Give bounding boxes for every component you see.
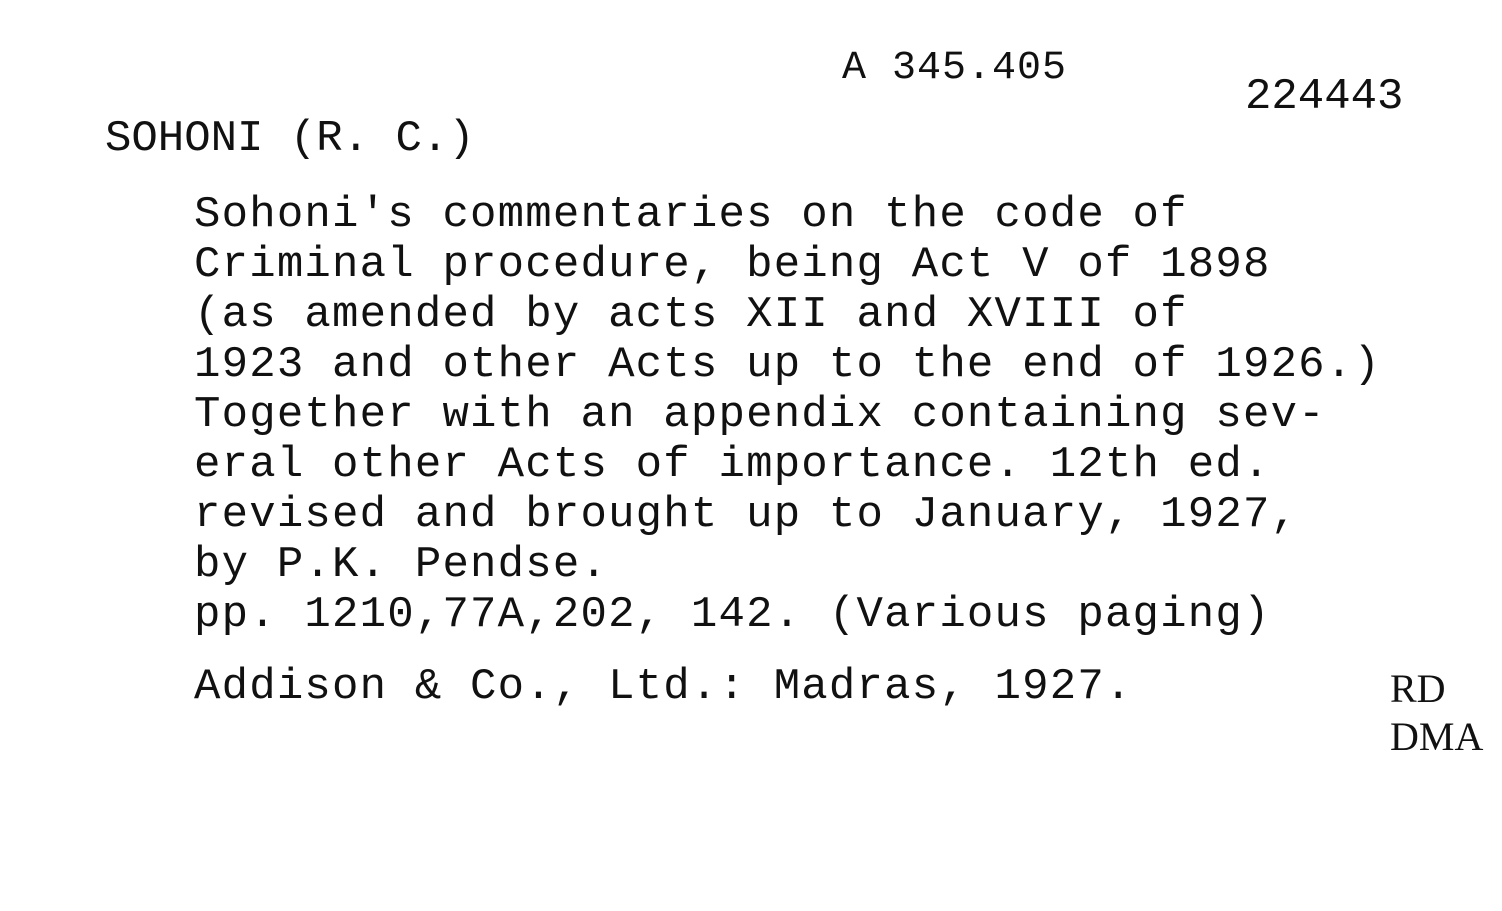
imprint: Addison & Co., Ltd.: Madras, 1927.	[194, 662, 1133, 712]
location-code: DMA	[1390, 714, 1484, 759]
title-line: by P.K. Pendse.	[194, 540, 609, 590]
location-codes	[1390, 665, 1483, 761]
call-number: A 345.405	[842, 46, 1068, 91]
title-line: eral other Acts of importance. 12th ed.	[194, 440, 1271, 490]
title-line: Criminal procedure, being Act V of 1898	[194, 240, 1271, 290]
title-line: revised and brought up to January, 1927,	[194, 490, 1299, 540]
author-heading: SOHONI (R. C.)	[105, 114, 475, 164]
title-line: 1923 and other Acts up to the end of 1926.)	[194, 340, 1381, 390]
title-line: Sohoni's commentaries on the code of	[194, 190, 1188, 240]
location-code: RD	[1390, 666, 1446, 711]
pagination: pp. 1210,77A,202, 142. (Various paging)	[194, 590, 1271, 640]
accession-number: 224443	[1245, 72, 1404, 122]
title-description	[194, 190, 1381, 590]
title-line: Together with an appendix containing sev-	[194, 390, 1326, 440]
title-line: (as amended by acts XII and XVIII of	[194, 290, 1188, 340]
